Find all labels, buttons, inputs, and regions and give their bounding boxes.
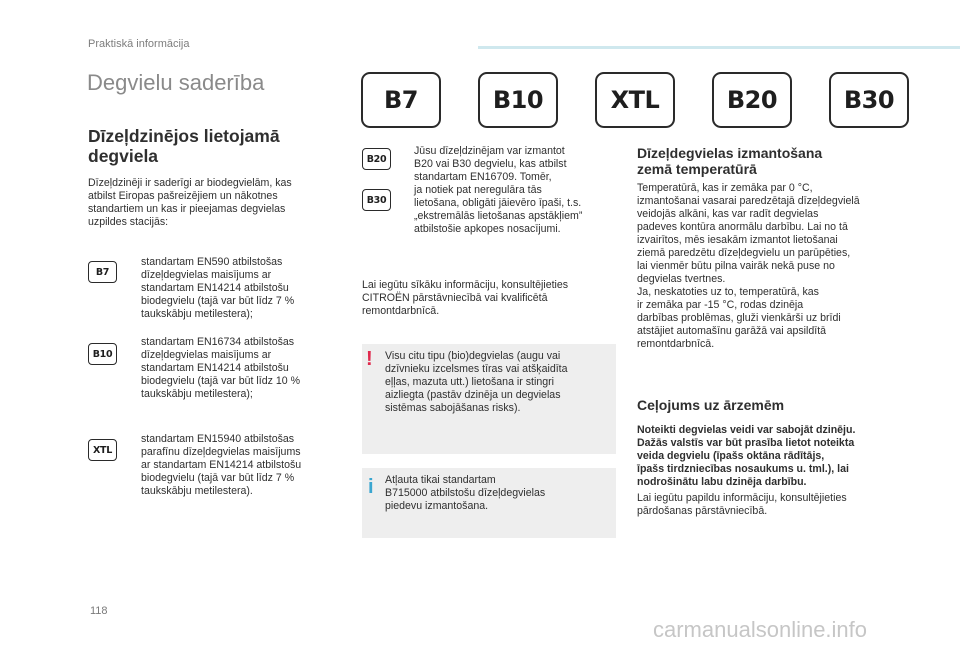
right-heading-cold: Dīzeļdegvielas izmantošana zemā temperatūrā	[637, 145, 823, 177]
info-text: Atļauta tikai standartam B715000 atbilstošu dīzeļdegvielas piedevu izmantošana.	[385, 474, 546, 512]
warning-box	[362, 344, 616, 454]
item-badge-b10: B10	[88, 343, 117, 365]
page-title: Degvielu saderība	[87, 70, 265, 95]
warning-icon: !	[366, 348, 373, 370]
fuel-badge-b30: B30	[829, 72, 909, 128]
left-intro: Dīzeļdzinēji ir saderīgi ar biodegvielām, kas atbilst Eiropas pašreizējiem un nākotnes standartiem un kas ir pieejamas degvielas uzpildes stacijās:	[88, 177, 292, 228]
page-number: 118	[90, 605, 108, 617]
fuel-badge-b20: B20	[712, 72, 792, 128]
middle-text-b20-b30: Jūsu dīzeļdzinējam var izmantot B20 vai B30 degvielu, kas atbilst standartam EN16709. Tomēr, ja notiek pat neregulāra tās lietošana, obligāti jāievēro īpaši, t.s. „ekstremālās lietošanas apstākļiem” atbilstošie apkopes nosacījumi.	[414, 145, 583, 235]
info-box	[362, 468, 616, 538]
item-text-xtl: standartam EN15940 atbilstošas parafīnu dīzeļdegvielas maisījums ar standartam EN14214 atbilstošu biodegvielu (tajā var būt līdz 7 % taukskābju metilestera).	[141, 433, 302, 497]
middle-badge-b30: B30	[362, 189, 391, 211]
fuel-badge-b7: B7	[361, 72, 441, 128]
right-abroad-text: Lai iegūtu papildu informāciju, konsultējieties pārdošanas pārstāvniecībā.	[637, 492, 847, 517]
fuel-badge-b10: B10	[478, 72, 558, 128]
right-abroad-bold-text: Noteikti degvielas veidi var sabojāt dzinēju. Dažās valstīs var būt prasība lietot noteikta veida degvielu (īpašs oktāna rādītājs, īpašs tirdzniecības nosaukums u. tml.), lai nodrošinātu labu dzinēja darbību.	[637, 424, 856, 488]
item-text-b7: standartam EN590 atbilstošas dīzeļdegvielas maisījums ar standartam EN14214 atbilstošu biodegvielu (tajā var būt līdz 7 % taukskābju metilestera);	[141, 256, 295, 320]
fuel-badge-xtl: XTL	[595, 72, 675, 128]
header-rule	[478, 46, 960, 49]
right-heading-abroad: Ceļojums uz ārzemēm	[637, 397, 785, 413]
middle-contact-text: Lai iegūtu sīkāku informāciju, konsultējieties CITROËN pārstāvniecībā vai kvalificētā remontdarbnīcā.	[362, 279, 569, 317]
info-icon: i	[368, 476, 374, 498]
item-text-b10: standartam EN16734 atbilstošas dīzeļdegvielas maisījums ar standartam EN14214 atbilstošu biodegvielu (tajā var būt līdz 10 % taukskābju metilestera);	[141, 336, 300, 400]
warning-text: Visu citu tipu (bio)degvielas (augu vai dzīvnieku izcelsmes tīras vai atšķaidīta eļļas, mazuta utt.) lietošana ir stingri aizliegta (pastāv dzinēja un degvielas sistēmas sabojāšanas risks).	[385, 350, 568, 414]
item-badge-xtl: XTL	[88, 439, 117, 461]
watermark: carmanualsonline.info	[653, 617, 868, 642]
middle-badge-b20: B20	[362, 148, 391, 170]
item-badge-b7: B7	[88, 261, 117, 283]
left-heading: Dīzeļdzinējos lietojamā degviela	[88, 126, 280, 166]
right-cold-text: Temperatūrā, kas ir zemāka par 0 °C, izmantošanai vasarai paredzētajā dīzeļdegvielā veidojās alkāni, kas var radīt degvielas padeves kontūra anormālu darbību. Lai no tā izvairītos, mēs iesakām izmantot lietošanai ziemā paredzētu dīzeļdegvielu un parūpēties, lai vienmēr būtu pilna vairāk nekā puse no degvielas tvertnes. Ja, neskatoties uz to, temperatūrā, kas ir zemāka par -15 °C, rodas dzinēja darbības problēmas, gluži vienkārši uz brīdi atstājiet automašīnu garāžā vai apsildītā remontdarbnīcā.	[637, 182, 860, 350]
section-label: Praktiskā informācija	[88, 38, 190, 50]
